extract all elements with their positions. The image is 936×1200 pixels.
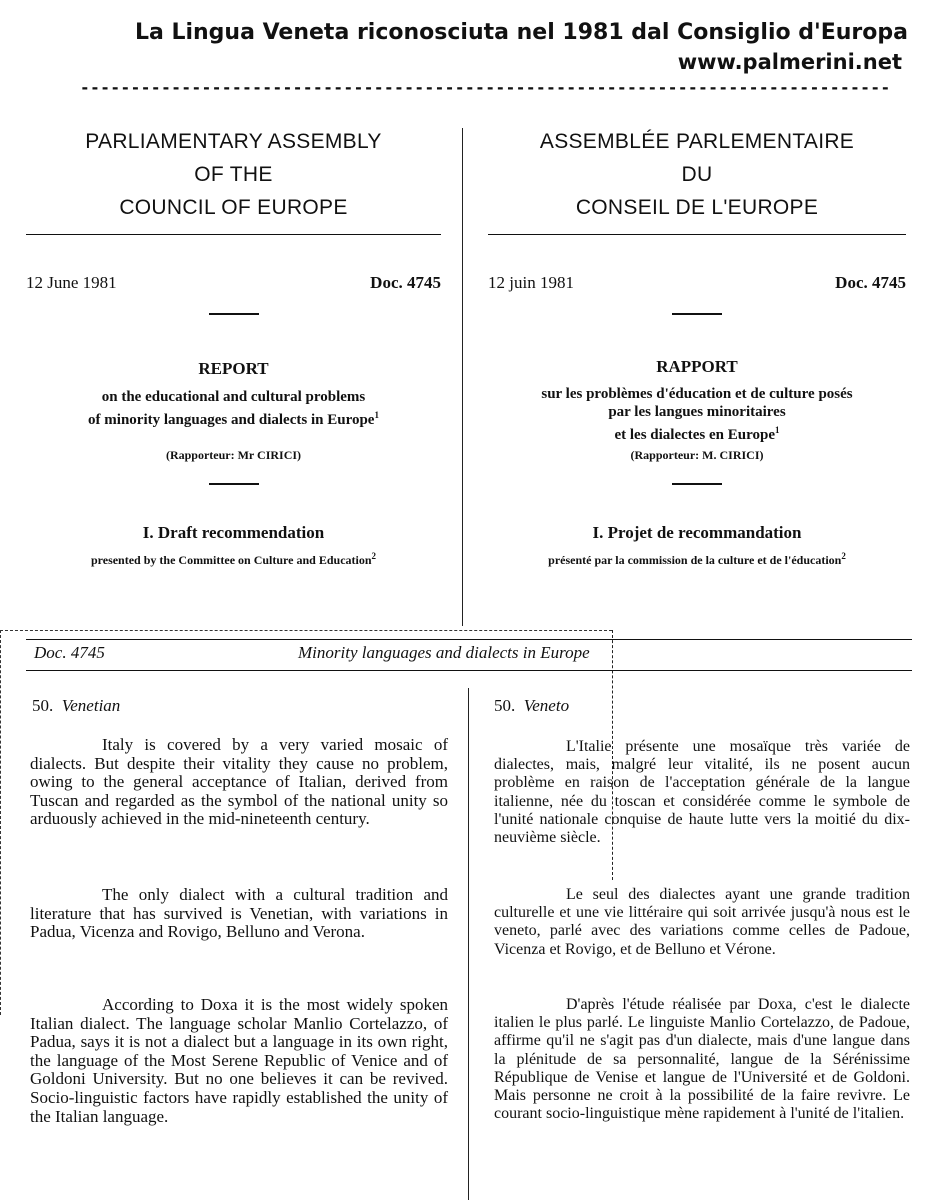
french-header-column [488, 125, 906, 568]
french-presented-by: présenté par la commission de la culture et de l'éducation$^2$ [548, 551, 846, 567]
running-header-bottom-rule [26, 670, 912, 671]
english-assembly-name [26, 125, 441, 224]
french-assembly-line-3: CONSEIL DE L'EUROPE [575, 196, 819, 219]
french-assembly-name [488, 125, 906, 224]
english-header-rule [26, 234, 441, 235]
english-section-name: Venetian [61, 696, 121, 715]
english-short-rule-1 [209, 313, 259, 315]
french-assembly-line-2: DU [681, 163, 713, 186]
french-report-subtitle-line-2: par les langues minoritaires [608, 404, 786, 420]
french-report-subtitle-line-1: sur les problèmes d'éducation et de culture posés [541, 386, 853, 402]
banner-title: La Lingua Veneta riconosciuta nel 1981 dal Consiglio d'Europa [134, 20, 908, 45]
column-divider-top [462, 128, 463, 626]
english-footnote-2: 2 [371, 551, 377, 561]
english-paragraph-3: According to Doxa it is the most widely spoken Italian dialect. The language scholar Manlio Cortelazzo, of Padua, says it is not a dialect but a language in its own right, the language of the Most Serene Republic of Venice and of Goldoni University. But no one believes it can be revived. Socio-linguistic factors have rapidly established the unity of the Italian language. [30, 995, 448, 1126]
english-dateline [26, 273, 441, 293]
english-date: 12 June 1981 [26, 273, 117, 292]
running-header-title: Minority languages and dialects in Europe [298, 643, 590, 662]
english-paragraph-1: Italy is covered by a very varied mosaic of dialects. But despite their vitality they cause no problem, owing to the general acceptance of Italian, derived from Tuscan and regarded as the symbol of the national unity so arduously achieved in the mid-nineteenth century. [30, 735, 448, 829]
french-short-rule-2 [672, 483, 722, 485]
english-paragraph-2: The only dialect with a cultural tradition and literature that has survived is Venetian, with variations in Padua, Vicenza and Rovigo, Belluno and Verona. [30, 885, 448, 942]
english-section-number: 50. [32, 696, 54, 715]
french-section-name: Veneto [523, 696, 570, 715]
english-presented-by: presented by the Committee on Culture and Education$^2$ [90, 551, 377, 567]
english-report-title: REPORT [198, 359, 269, 378]
column-divider-bottom [468, 688, 469, 1200]
english-assembly-line-1: PARLIAMENTARY ASSEMBLY [85, 130, 382, 153]
french-footnote-2: 2 [841, 551, 846, 561]
english-assembly-line-3: COUNCIL OF EUROPE [119, 196, 348, 219]
french-paragraph-3: D'après l'étude réalisée par Doxa, c'est le dialecte italien le plus parlé. Le linguiste Manlio Cortelazzo, de Padoue, affirme qu'il ne s'agit pas d'un dialecte, mais d'une langue dans la plénitude de sa personnalité, langue de la Sérénissime République de Venise et langue de l'Université et de Goldoni. Mais personne ne croit à la possibilité de la faire revivre. Le courant socio-linguistique mène rapidement à l'unité de l'italien. [494, 996, 910, 1123]
french-draft-title: I. Projet de recommandation [592, 523, 802, 542]
english-draft-title: I. Draft recommendation [142, 523, 325, 542]
french-rapporteur: (Rapporteur: M. CIRICI) [630, 448, 764, 462]
french-report-subtitle-line-3: et les dialectes en Europe$^1$ [614, 425, 780, 443]
french-paragraph-2: Le seul des dialectes ayant une grande tradition culturelle et une vie littéraire qui soit arrivée jusqu'à nous est le veneto, parlé avec des variations comme celles de Padoue, Vicenza et Rovigo, et de Belluno et Vérone. [494, 886, 910, 958]
french-short-rule-1 [672, 313, 722, 315]
english-report-subtitle-line-2: of minority languages and dialects in Europe$^1$ [88, 410, 379, 428]
french-dateline [488, 273, 906, 293]
running-header-top-rule [26, 639, 912, 640]
scan-boundary-left [0, 630, 1, 1015]
french-paragraph-1: L'Italie présente une mosaïque très variée de dialectes, mais, malgré leur vitalité, ils ne posent aucun problème en raison de l'acceptation générale de la langue italienne, née du toscan et considérée comme le symbole de l'unité nationale conquise de haute lutte vers la moitié du dix-neuvième siècle. [494, 738, 910, 847]
english-assembly-line-2: OF THE [194, 163, 273, 186]
english-rapporteur: (Rapporteur: Mr CIRICI) [165, 448, 302, 462]
french-report-subtitle [488, 385, 906, 444]
french-report-title: RAPPORT [656, 357, 738, 376]
english-short-rule-2 [209, 483, 259, 485]
english-report-subtitle [26, 388, 441, 429]
english-report-subtitle-line-1: on the educational and cultural problems [101, 389, 366, 405]
english-doc-number: Doc. 4745 [370, 273, 441, 292]
running-header-doc: Doc. 4745 [34, 643, 105, 662]
french-header-rule [488, 234, 906, 235]
english-footnote-1: 1 [374, 410, 379, 420]
french-date: 12 juin 1981 [488, 273, 574, 292]
english-header-column [26, 125, 441, 568]
french-assembly-line-1: ASSEMBLÉE PARLEMENTAIRE [539, 130, 855, 153]
french-footnote-1: 1 [775, 425, 780, 435]
french-section-number: 50. [494, 696, 516, 715]
banner-url: www.palmerini.net [677, 50, 902, 74]
french-doc-number: Doc. 4745 [835, 273, 906, 292]
scan-boundary-horizontal [0, 630, 612, 631]
banner-dashed-rule: -------------------------------------------------------------------------------- [80, 78, 891, 97]
french-section-heading [494, 696, 569, 716]
english-section-heading [32, 696, 120, 716]
